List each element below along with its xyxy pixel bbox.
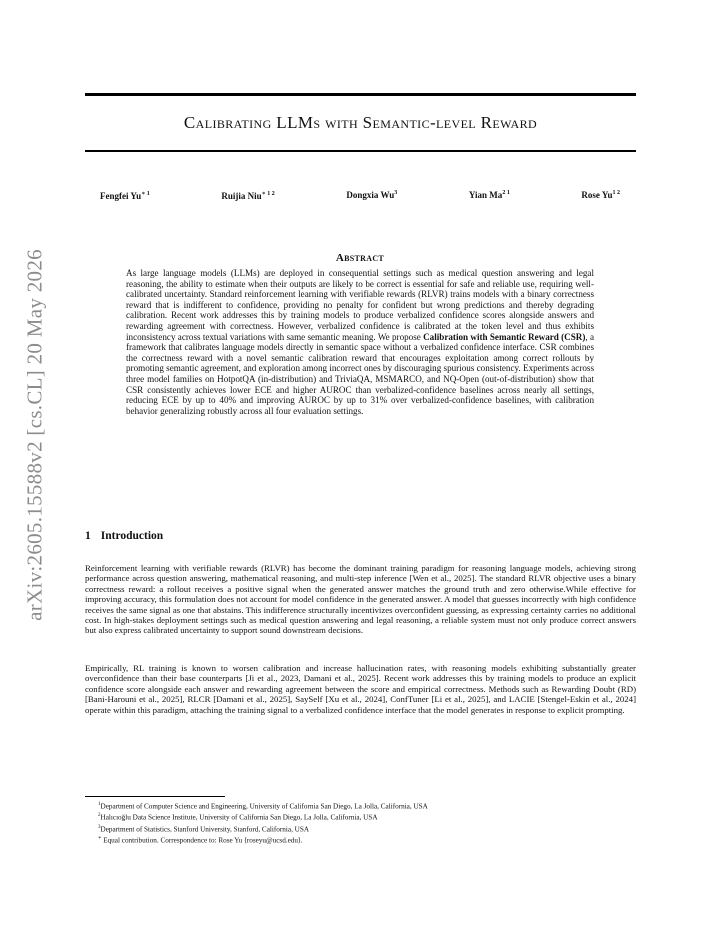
title-block <box>85 93 636 152</box>
method-name: Calibration with Semantic Reward (CSR) <box>423 331 586 342</box>
paper-title: Calibrating LLMs with Semantic-level Reward <box>183 113 538 132</box>
footnote: ∗ Equal contribution. Correspondence to: Rose Yu ⟨roseyu@ucsd.edu⟩. <box>98 836 303 845</box>
author-list <box>100 190 620 201</box>
footnote: $^2$Halıcıoğlu Data Science Institute, University of California San Diego, La Jolla, California, USA <box>98 813 378 822</box>
arxiv-identifier: arXiv:2605.15588v2 [cs.CL] 20 May 2026 <box>22 249 47 621</box>
abstract-heading: Abstract <box>335 252 385 264</box>
author: Fengfei $Yu^{∗ 1}$ <box>100 191 150 201</box>
footnote: $^3$Department of Statistics, Stanford University, Stanford, California, USA <box>98 824 310 834</box>
intro-paragraph-2: Empirically, RL training is known to worsen calibration and increase hallucination rates, with reasoning models exhibiting substantially greater overconfidence than their base counterparts [Ji et al., 2023, Damani et al., 2025]. Recent work addresses this by training models to produce an explicit confidence score alongside each answer and rewarding agreement between the score and empirical correctness. Methods such as Rewarding Doubt (RD) [Bani-Harouni et al., 2025], RLCR [Damani et al., 2025], SaySelf [Xu et al., 2024], ConfTuner [Li et al., 2025], and LACIE [Stengel-Eskin et al., 2024] operate within this paradigm, attaching the training signal to a verbalized confidence interface that the model generates in response to explicit prompting. <box>85 663 636 715</box>
footnote: $^1$Department of Computer Science and Engineering, University of California San Diego, La Jolla, California, USA <box>98 802 428 811</box>
intro-paragraph-1: Reinforcement learning with verifiable rewards (RLVR) has become the dominant training paradigm for reasoning language models, achieving strong performance across question answering, mathematical reasoning, and multi-step inference [Wen et al., 2025]. The standard RLVR objective uses a binary correctness reward: a rollout receives a positive signal when the generated answer matches the ground truth and zero otherwise.While effective for improving accuracy, this formulation does not account for model confidence in the generated answer. A model that guesses incorrectly with high confidence receives the same signal as one that abstains. This indifference structurally incentivizes overconfident guessing, as expressing certainty carries no additional cost. In high-stakes deployment settings such as medical question answering and legal reasoning, a reliable system must not only produce correct answers but also express calibrated uncertainty to support sound downstream decisions. <box>85 563 636 636</box>
section-heading <box>85 530 163 542</box>
section-title: Introduction <box>100 530 164 542</box>
author: Dongxia Wu$^3$ <box>346 190 398 200</box>
author: Yian $Ma^{2 1}$ <box>468 190 510 200</box>
section-number: 1 <box>85 530 91 542</box>
author: Rose $Yu^{1 2}$ <box>581 190 620 200</box>
author: Ruijia Niu$^{∗ 1 2}$ <box>221 191 275 201</box>
footnote-divider <box>85 796 225 797</box>
abstract-text: As large language models (LLMs) are deployed in consequential settings such as medical question answering and legal reasoning, the ability to estimate when their outputs are likely to be correct is essential for safe and reliable use, requiring well-calibrated uncertainty. Standard reinforcement learning with verifiable rewards (RLVR) trains models with a binary correctness reward that is indifferent to confidence, providing no penalty for confident but wrong predictions and thereby degrading calibration. Recent work addresses this by training models to produce verbalized confidence scores alongside answers and rewarding agreement with correctness. However, verbalized confidence is calibrated at the token level and thus exhibits inconsistency across textual variations with same semantic meaning. We propose Calibration with Semantic Reward (CSR), a framework that calibrates language models directly in semantic space without a verbalized confidence interface. CSR combines the correctness reward with a novel semantic calibration reward that encourages exploitation among correct rollouts by promoting semantic agreement, and exploration among incorrect ones by discouraging spurious consistency. Experiments across three model families on HotpotQA (in-distribution) and TriviaQA, MSMARCO, and NQ-Open (out-of-distribution) show that CSR consistently achieves lower ECE and higher AUROC than verbalized-confidence baselines across nearly all settings, reducing ECE by up to 40% and improving AUROC by up to 31% over verbalized-confidence baselines, with calibration behavior generalizing robustly across all four evaluation settings. <box>126 268 594 416</box>
footnotes <box>98 800 636 846</box>
arxiv-side-stamp <box>20 215 50 655</box>
